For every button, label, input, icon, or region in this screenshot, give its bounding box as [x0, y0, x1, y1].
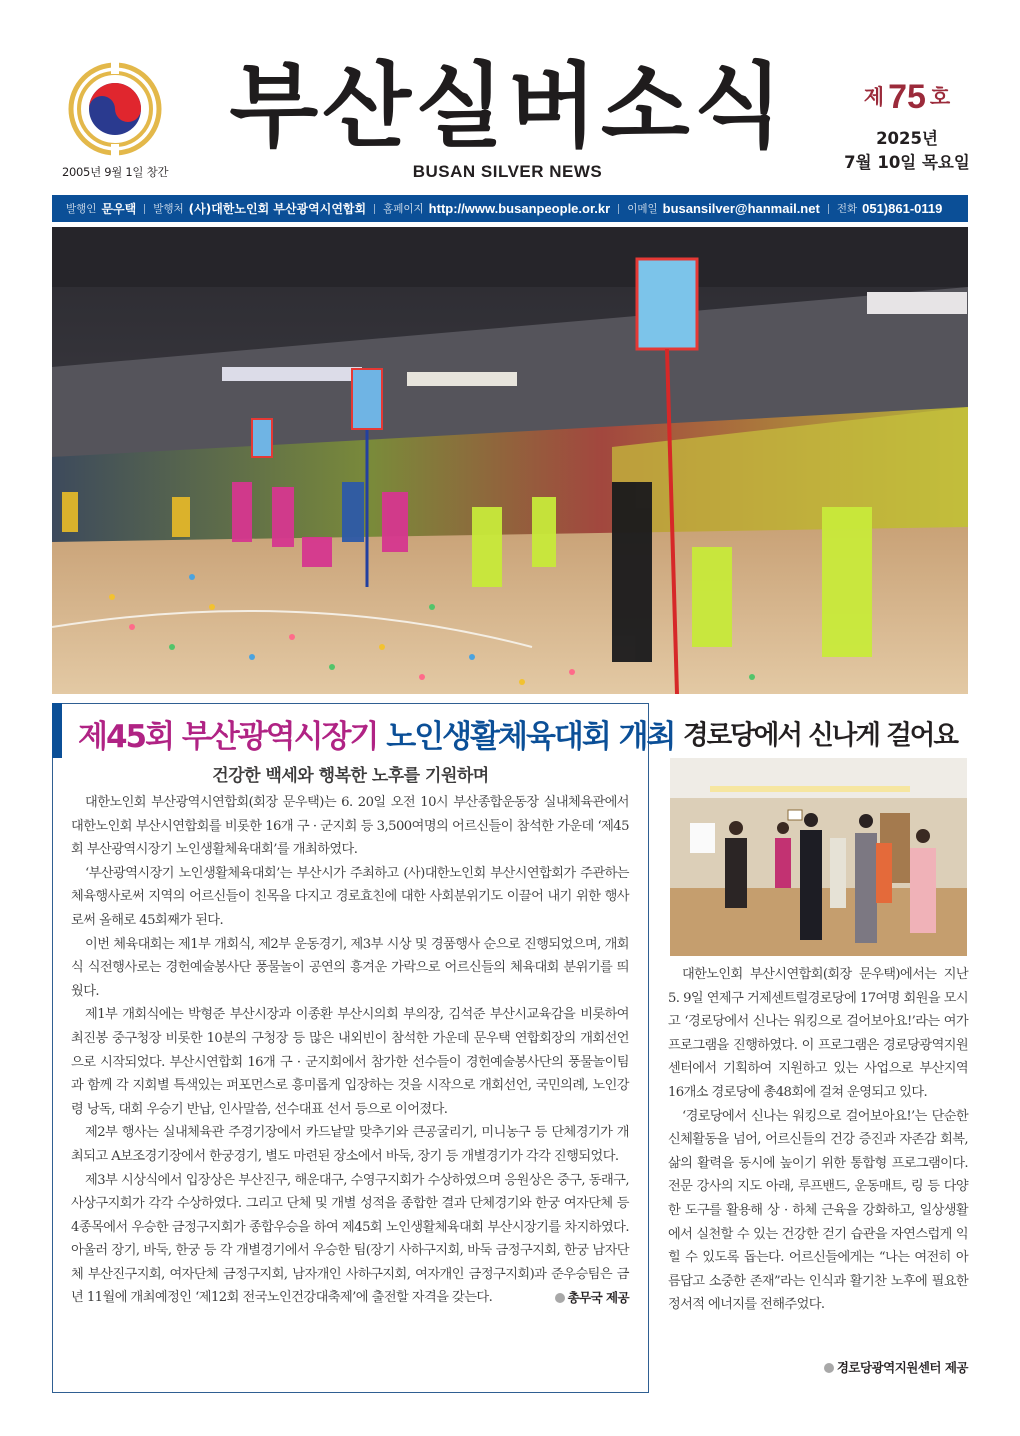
founded-date: 2005년 9월 1일 창간	[62, 165, 169, 179]
divider	[374, 204, 375, 214]
headline-accent-bar	[52, 703, 62, 758]
phone-label: 전화	[836, 203, 858, 215]
publisher-info-bar	[52, 195, 968, 222]
newspaper-title: 부산실버소식	[229, 53, 787, 160]
article-paragraph: 제2부 행사는 실내체육관 주경기장에서 카드낱말 맞추기와 큰공굴리기, 미니농구 등 단체경기가 개최되고 A보조경기장에서 한궁경기, 별도 마련된 장소에서 바둑, 장기 등 개별경기가 각각 진행되었다.	[71, 1125, 629, 1164]
issuer-label: 발행처	[153, 203, 184, 215]
issue-suffix: 호	[929, 85, 951, 109]
article-subheadline: 건강한 백세와 행복한 노후를 기원하며	[212, 766, 489, 786]
main-article	[52, 703, 675, 1393]
side-article-headline: 경로당에서 신나게 걸어요	[682, 720, 958, 751]
headline-part-2: 노인생활체육대회 개최	[386, 719, 675, 755]
article-paragraph: 대한노인회 부산시연합회(회장 문우택)에서는 지난 5. 9일 연제구 거제센트럴경로당에 17여명 회원을 모시고 ‘경로당에서 신나는 워킹으로 걸어보아요!’라는 여가프로그램을 진행하였다. 이 프로그램은 경로당광역지원센터에서 기획하여 지원하고 있는 사업으로 부산지역 16개소 경로당에 총48회에 걸쳐 운영되고 있다.	[668, 967, 968, 1100]
article-headline	[78, 711, 675, 756]
side-photo-credit	[824, 1358, 968, 1376]
divider	[144, 204, 145, 214]
side-article-photo	[670, 758, 967, 956]
bullet-dot-icon	[555, 1293, 565, 1303]
date-year: 2025년	[876, 129, 938, 148]
credit-text: 총무국 제공	[567, 1290, 629, 1306]
issue-value: 75	[888, 78, 926, 116]
article-body	[71, 791, 629, 1310]
divider	[618, 204, 619, 214]
email-link[interactable]: busansilver@hanmail.net	[662, 201, 820, 216]
issuer-name: (사)대한노인회 부산광역시연합회	[188, 202, 367, 216]
newspaper-subtitle: BUSAN SILVER NEWS	[412, 162, 603, 181]
bullet-dot-icon	[824, 1363, 834, 1373]
article-paragraph: ‘경로당에서 신나는 워킹으로 걸어보아요!’는 단순한 신체활동을 넘어, 어르신들의 건강 증진과 자존감 회복, 삶의 활력을 동시에 높이기 위한 통합형 프로그램이다. 전문 강사의 지도 아래, 루프밴드, 운동매트, 링 등 다양한 도구를 활용해 상 · 하체 근육을 강화하고, 일상생활에서 실천할 수 있는 건강한 걷기 습관을 자연스럽게 익힐 수 있도록 돕는다. 어르신들에게는 “나는 여전히 아름답고 소중한 존재”라는 인식과 활기찬 노후에 필요한 정서적 에너지를 전해주었다.	[668, 1108, 968, 1313]
issue-prefix: 제	[863, 85, 885, 109]
phone-number: 051)861-0119	[862, 201, 943, 216]
headline-part-1: 제45회 부산광역시장기	[78, 719, 378, 755]
taegeuk-logo-icon	[68, 62, 162, 156]
issue-number	[842, 78, 972, 117]
main-event-photo	[52, 227, 968, 694]
side-article-body	[668, 963, 968, 1317]
divider	[828, 204, 829, 214]
article-paragraph: ‘부산광역시장기 노인생활체육대회’는 부산시가 주최하고 (사)대한노인회 부산시연합회가 주관하는 체육행사로써 지역의 어르신들이 친목을 다지고 경로효친에 대한 사회분위기도 이끌어 내기 위한 행사로써 올해로 45회째가 된다.	[71, 865, 629, 928]
homepage-label: 홈페이지	[383, 203, 424, 215]
article-paragraph: 제1부 개회식에는 박형준 부산시장과 이종환 부산시의회 부의장, 김석준 부산시교육감을 비롯하여 최진봉 중구청장 비롯한 10분의 구청장 등 많은 내외빈이 참석한 가운데 문우택 연합회장의 개회선언으로 시작되었다. 부산시연합회 16개 구 · 군지회에서 참가한 선수들이 경헌예술봉사단의 풍물놀이팀과 함께 각 지회별 특색있는 퍼포먼스로 흥미롭게 입장하는 것을 시작으로 개회선언, 국민의례, 노인강령 낭독, 대회 우승기 반납, 인사말씀, 선수대표 선서 등으로 이어졌다.	[71, 1007, 629, 1117]
email-label: 이메일	[627, 203, 658, 215]
article-paragraph: 대한노인회 부산광역시연합회(회장 문우택)는 6. 20일 오전 10시 부산종합운동장 실내체육관에서 대한노인회 부산시연합회를 비롯한 16개 구 · 군지회 등 3,500여명의 어르신들이 참석한 가운데 ‘제45회 부산광역시장기 노인생활체육대회’를 개최하였다.	[71, 795, 629, 858]
publisher-label: 발행인	[66, 203, 97, 215]
article-paragraph: 이번 체육대회는 제1부 개회식, 제2부 운동경기, 제3부 시상 및 경품행사 순으로 진행되었으며, 개회식 식전행사로는 경헌예술봉사단 풍물놀이 공연의 흥겨운 가락으로 어르신들의 체육대회 분위기를 띄웠다.	[71, 936, 629, 999]
article-paragraph: 제3부 시상식에서 입장상은 부산진구, 해운대구, 수영구지회가 수상하였으며 응원상은 중구, 동래구, 사상구지회가 각각 수상하였다. 그리고 단체 및 개별 성적을 종합한 결과 단체경기와 한궁 여자단체 등 4종목에서 우승한 금정구지회가 종합우승을 하여 제45회 노인생활체육대회 부산시장기를 차지하였다. 아울러 장기, 바둑, 한궁 등 각 개별경기에서 우승한 팀(장기 사하구지회, 바둑 금정구지회, 한궁 남자단체 부산진구지회, 여자단체 금정구지회, 남자개인 사하구지회, 여자개인 금정구지회)과 준우승팀은 금년 11월에 개최예정인 ‘제12회 전국노인건강대축제’에 출전할 자격을 갖는다.	[71, 1172, 629, 1306]
date-day: 7월 10일 목요일	[844, 153, 970, 172]
credit-text: 경로당광역지원센터 제공	[836, 1360, 968, 1375]
publisher-name: 문우택	[101, 202, 137, 216]
homepage-link[interactable]: http://www.busanpeople.or.kr	[428, 201, 611, 216]
publication-date	[832, 127, 982, 175]
